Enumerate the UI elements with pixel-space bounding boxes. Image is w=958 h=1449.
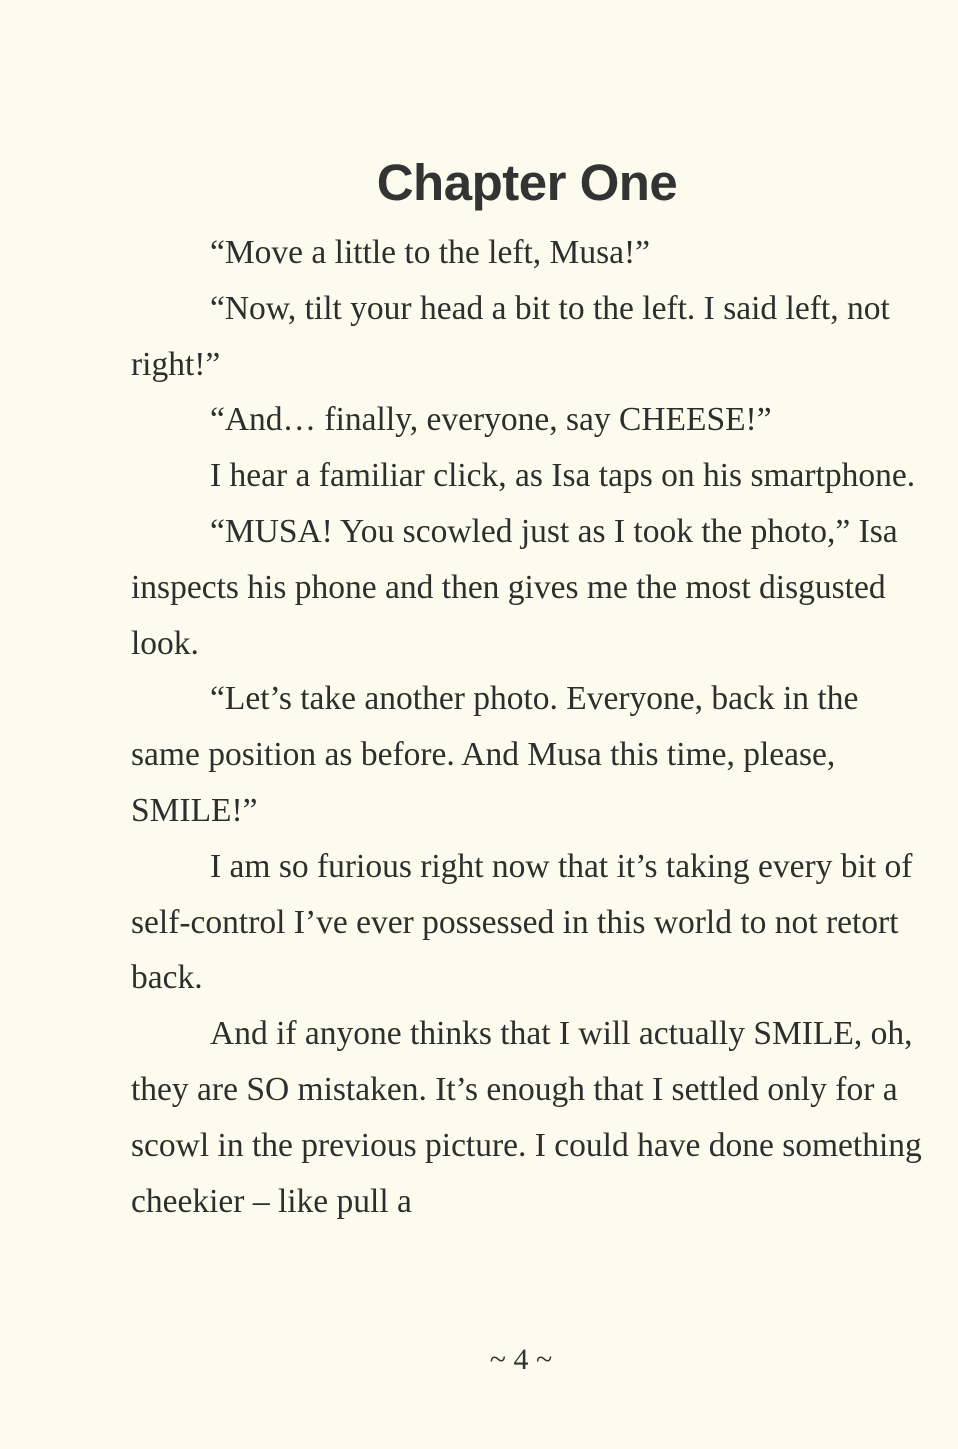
chapter-body bbox=[131, 225, 926, 1229]
paragraph: “MUSA! You scowled just as I took the photo,” Isa inspects his phone and then gives me the most disgusted look. bbox=[131, 512, 898, 662]
page-number: ~ 4 ~ bbox=[489, 1343, 553, 1376]
paragraph: I am so furious right now that it’s taking every bit of self-control I’ve ever possessed in this world to not retort back. bbox=[131, 847, 913, 997]
chapter-title: Chapter One bbox=[376, 154, 678, 212]
paragraph: “Now, tilt your head a bit to the left. I said left, not right!” bbox=[131, 289, 890, 383]
paragraph: “Let’s take another photo. Everyone, back in the same position as before. And Musa this time, please, SMILE!” bbox=[131, 680, 859, 829]
paragraph: I hear a familiar click, as Isa taps on his smartphone. bbox=[210, 457, 916, 495]
paragraph: “Move a little to the left, Musa!” bbox=[210, 234, 651, 271]
paragraph: “And… finally, everyone, say CHEESE!” bbox=[210, 401, 772, 439]
paragraph: And if anyone thinks that I will actually SMILE, oh, they are SO mistaken. It’s enough that I settled only for a scowl in the previous picture. I could have done something cheekier – like pull a bbox=[131, 1015, 922, 1220]
